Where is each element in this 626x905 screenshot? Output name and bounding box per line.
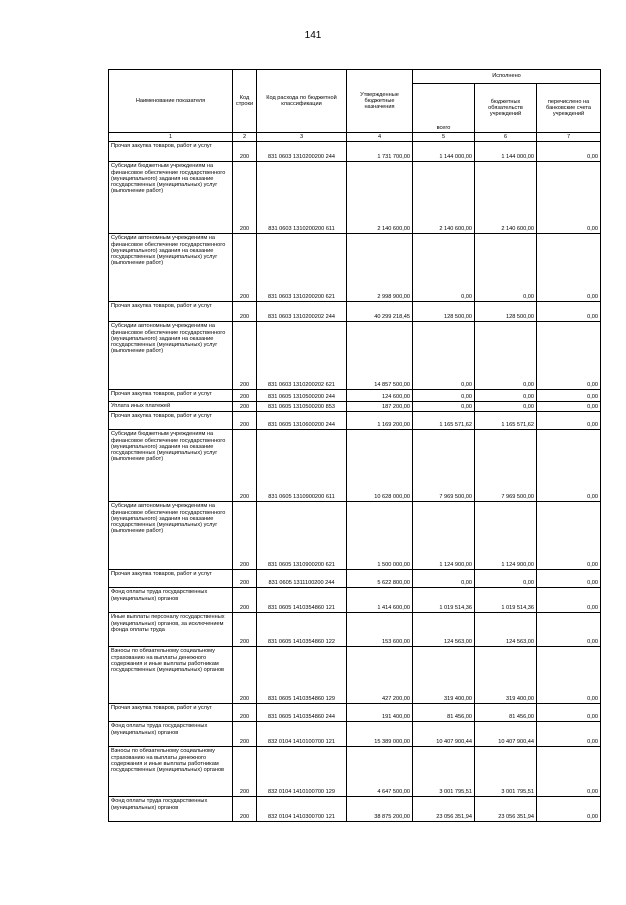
row-code: 200 [233,613,257,647]
header-approved: Утвержденные бюджетные назначения [347,70,413,133]
executed-transferred: 0,00 [537,570,601,588]
row-name: Взносы по обязательному социальному страхованию на выплаты денежного содержания и иные выплаты работникам государственных (муниципальных) органов [109,647,233,704]
table-row [109,747,601,797]
column-number: 7 [537,133,601,142]
column-number: 3 [257,133,347,142]
row-name: Фонд оплаты труда государственных (муниципальных) органов [109,722,233,747]
row-name: Взносы по обязательному социальному страхованию на выплаты денежного содержания и иные выплаты работникам государственных (муниципальных) органов [109,747,233,797]
approved-amount: 124 600,00 [347,390,413,402]
expense-code: 832 0104 1410100700 121 [257,722,347,747]
table-row [109,613,601,647]
row-code: 200 [233,412,257,430]
expense-code: 831 0605 1310900200 621 [257,502,347,570]
table-row [109,412,601,430]
row-name: Иные выплаты персоналу государственных (муниципальных) органов, за исключением фонда оплаты труда [109,613,233,647]
table-body [109,142,601,822]
executed-total: 3 001 795,51 [413,747,475,797]
executed-transferred: 0,00 [537,722,601,747]
executed-transferred: 0,00 [537,502,601,570]
table-row [109,647,601,704]
executed-total: 319 400,00 [413,647,475,704]
executed-total: 1 144 000,00 [413,142,475,162]
row-code: 200 [233,402,257,412]
column-number: 2 [233,133,257,142]
row-code: 200 [233,430,257,502]
table-row [109,797,601,822]
executed-total: 7 969 500,00 [413,430,475,502]
expense-code: 831 0605 1311100200 244 [257,570,347,588]
executed-obligations: 0,00 [475,390,537,402]
approved-amount: 1 731 700,00 [347,142,413,162]
row-name: Прочая закупка товаров, работ и услуг [109,142,233,162]
executed-transferred: 0,00 [537,390,601,402]
executed-total: 128 500,00 [413,302,475,322]
executed-obligations: 319 400,00 [475,647,537,704]
expense-code: 831 0605 1310500200 853 [257,402,347,412]
approved-amount: 153 600,00 [347,613,413,647]
approved-amount: 5 622 800,00 [347,570,413,588]
row-code: 200 [233,570,257,588]
executed-total: 81 456,00 [413,704,475,722]
executed-total: 0,00 [413,234,475,302]
expense-code: 831 0605 1410354860 244 [257,704,347,722]
row-name: Фонд оплаты труда государственных (муниципальных) органов [109,797,233,822]
approved-amount: 40 299 218,45 [347,302,413,322]
approved-amount: 4 647 500,00 [347,747,413,797]
executed-transferred: 0,00 [537,747,601,797]
executed-transferred: 0,00 [537,142,601,162]
table-header [109,70,601,142]
expense-code: 831 0605 1310900200 611 [257,430,347,502]
row-name: Прочая закупка товаров, работ и услуг [109,570,233,588]
row-name: Прочая закупка товаров, работ и услуг [109,412,233,430]
row-name: Уплата иных платежей [109,402,233,412]
row-code: 200 [233,797,257,822]
row-code: 200 [233,588,257,613]
approved-amount: 38 875 200,00 [347,797,413,822]
row-name: Прочая закупка товаров, работ и услуг [109,704,233,722]
executed-obligations: 23 056 351,94 [475,797,537,822]
expense-code: 832 0104 1410300700 121 [257,797,347,822]
column-number: 6 [475,133,537,142]
executed-total: 1 019 514,36 [413,588,475,613]
header-row-code: Код строки [233,70,257,133]
table-row [109,322,601,390]
approved-amount: 15 389 000,00 [347,722,413,747]
table-row [109,704,601,722]
executed-transferred: 0,00 [537,402,601,412]
header-class-code: Код расхода по бюджетной классификации [257,70,347,133]
header-budget-obligations: бюджетных обязательств учреждений [475,84,537,133]
approved-amount: 2 998 900,00 [347,234,413,302]
executed-total: 10 407 900,44 [413,722,475,747]
header-transferred: перечислено на банковские счета учреждений [537,84,601,133]
executed-transferred: 0,00 [537,412,601,430]
executed-transferred: 0,00 [537,704,601,722]
executed-transferred: 0,00 [537,588,601,613]
executed-transferred: 0,00 [537,322,601,390]
row-name: Субсидии бюджетным учреждениям на финансовое обеспечение государственного (муниципального) задания на оказание государственных (муниципальных) услуг (выполнение работ) [109,162,233,234]
row-code: 200 [233,647,257,704]
executed-transferred: 0,00 [537,647,601,704]
executed-transferred: 0,00 [537,302,601,322]
row-code: 200 [233,722,257,747]
executed-obligations: 124 563,00 [475,613,537,647]
executed-total: 124 563,00 [413,613,475,647]
page-number: 141 [304,30,322,41]
expense-code: 831 0603 1310200200 244 [257,142,347,162]
executed-obligations: 10 407 900,44 [475,722,537,747]
table-row [109,588,601,613]
expense-code: 831 0605 1410354860 129 [257,647,347,704]
executed-total: 1 165 571,62 [413,412,475,430]
executed-obligations: 0,00 [475,570,537,588]
executed-total: 0,00 [413,322,475,390]
approved-amount: 427 200,00 [347,647,413,704]
row-name: Прочая закупка товаров, работ и услуг [109,390,233,402]
row-name: Фонд оплаты труда государственных (муниципальных) органов [109,588,233,613]
row-name: Субсидии автономным учреждениям на финансовое обеспечение государственного (муниципального) задания на оказание государственных (муниципальных) услуг (выполнение работ) [109,234,233,302]
column-number: 1 [109,133,233,142]
executed-obligations: 1 144 000,00 [475,142,537,162]
table-row [109,234,601,302]
row-code: 200 [233,162,257,234]
header-name: Наименование показателя [109,70,233,133]
header-total: всего [413,84,475,133]
row-code: 200 [233,234,257,302]
table-row [109,162,601,234]
executed-total: 0,00 [413,570,475,588]
table-row [109,570,601,588]
executed-obligations: 81 456,00 [475,704,537,722]
expense-code: 831 0603 1310200202 244 [257,302,347,322]
row-name: Субсидии автономным учреждениям на финансовое обеспечение государственного (муниципального) задания на оказание государственных (муниципальных) услуг (выполнение работ) [109,322,233,390]
executed-transferred: 0,00 [537,797,601,822]
table-row [109,390,601,402]
row-code: 200 [233,322,257,390]
expense-code: 831 0603 1310200202 621 [257,322,347,390]
executed-obligations: 1 019 514,36 [475,588,537,613]
expense-code: 831 0605 1410354860 122 [257,613,347,647]
table-row [109,402,601,412]
executed-obligations: 7 969 500,00 [475,430,537,502]
table-row [109,430,601,502]
row-code: 200 [233,142,257,162]
column-number-row [109,133,601,142]
executed-obligations: 3 001 795,51 [475,747,537,797]
expense-code: 831 0605 1310500200 244 [257,390,347,402]
expense-code: 832 0104 1410100700 129 [257,747,347,797]
executed-obligations: 2 140 600,00 [475,162,537,234]
table-row [109,302,601,322]
expense-code: 831 0603 1310200200 611 [257,162,347,234]
executed-total: 23 056 351,94 [413,797,475,822]
executed-transferred: 0,00 [537,162,601,234]
approved-amount: 2 140 600,00 [347,162,413,234]
row-code: 200 [233,502,257,570]
approved-amount: 1 500 000,00 [347,502,413,570]
approved-amount: 1 414 600,00 [347,588,413,613]
approved-amount: 191 400,00 [347,704,413,722]
row-name: Прочая закупка товаров, работ и услуг [109,302,233,322]
executed-total: 2 140 600,00 [413,162,475,234]
table-row [109,142,601,162]
table-row [109,502,601,570]
expense-code: 831 0605 1310600200 244 [257,412,347,430]
report-table [108,69,601,822]
executed-transferred: 0,00 [537,430,601,502]
row-name: Субсидии бюджетным учреждениям на финансовое обеспечение государственного (муниципального) задания на оказание государственных (муниципальных) услуг (выполнение работ) [109,430,233,502]
table-row [109,722,601,747]
expense-code: 831 0603 1310200200 621 [257,234,347,302]
executed-obligations: 128 500,00 [475,302,537,322]
expense-code: 831 0605 1410354860 121 [257,588,347,613]
executed-total: 1 124 900,00 [413,502,475,570]
approved-amount: 1 169 200,00 [347,412,413,430]
row-code: 200 [233,704,257,722]
approved-amount: 14 857 500,00 [347,322,413,390]
row-code: 200 [233,747,257,797]
executed-obligations: 1 124 900,00 [475,502,537,570]
executed-obligations: 0,00 [475,234,537,302]
approved-amount: 10 628 000,00 [347,430,413,502]
column-number: 5 [413,133,475,142]
header-executed: Исполнено [413,70,601,84]
row-code: 200 [233,302,257,322]
executed-obligations: 0,00 [475,402,537,412]
approved-amount: 187 200,00 [347,402,413,412]
row-name: Субсидии автономным учреждениям на финансовое обеспечение государственного (муниципального) задания на оказание государственных (муниципальных) услуг (выполнение работ) [109,502,233,570]
executed-total: 0,00 [413,390,475,402]
executed-transferred: 0,00 [537,613,601,647]
executed-transferred: 0,00 [537,234,601,302]
row-code: 200 [233,390,257,402]
executed-total: 0,00 [413,402,475,412]
executed-obligations: 0,00 [475,322,537,390]
column-number: 4 [347,133,413,142]
executed-obligations: 1 165 571,62 [475,412,537,430]
